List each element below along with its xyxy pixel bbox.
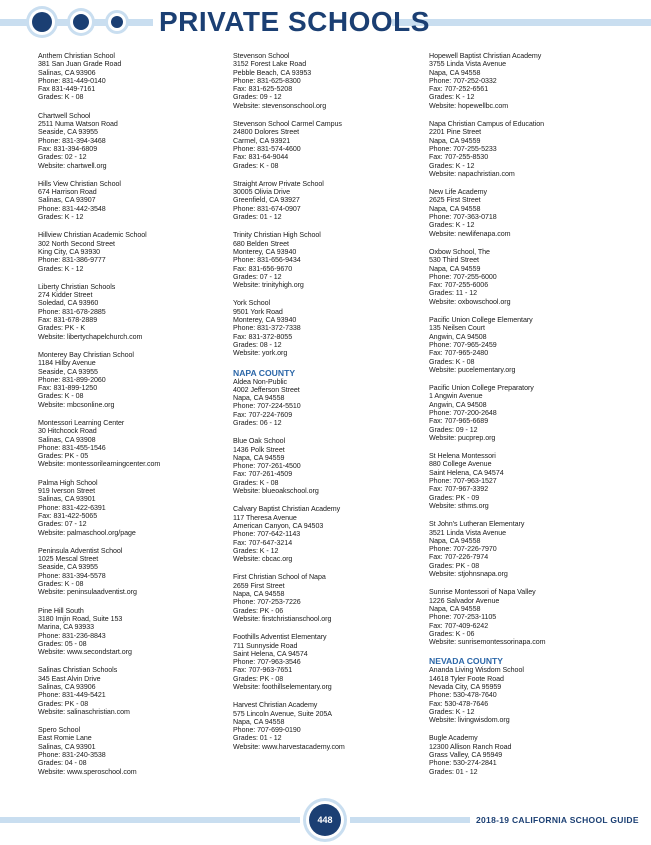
county-heading: NAPA COUNTY (233, 367, 296, 378)
school-detail-line: Website: oxbowschool.org (429, 297, 511, 306)
school-detail-line: Website: foothillselementary.org (233, 683, 332, 691)
footer-rule-mid (350, 817, 470, 823)
school-name: Bugle Academy (429, 734, 478, 743)
school-detail-line: Phone: 831-656-9434 (233, 256, 301, 265)
school-detail-line: Website: pucprep.org (429, 433, 496, 442)
listing-column-2 (233, 52, 423, 761)
school-detail-line: Phone: 707-253-7226 (233, 598, 301, 607)
school-name: Palma High School (38, 478, 98, 487)
school-detail-line: Phone: 831-394-5578 (38, 571, 106, 580)
school-detail-line: Grades: K - 08 (38, 392, 84, 401)
school-detail-line: Phone: 707-226-7970 (429, 545, 497, 554)
school-detail-line: Phone: 707-200-2648 (429, 408, 497, 417)
school-name: Pine Hill South (38, 606, 84, 615)
school-detail-line: Phone: 831-240-3538 (38, 751, 106, 760)
school-detail-line: Fax: 707-963-7651 (233, 666, 293, 675)
school-detail-line: Nevada City, CA 95959 (429, 683, 502, 691)
school-detail-line: Fax: 707-255-8530 (429, 153, 489, 162)
school-detail-line: Grades: K - 12 (233, 546, 279, 555)
school-detail-line: Website: sunrisemontessorinapa.com (429, 638, 546, 647)
school-detail-line: 919 Iverson Street (38, 487, 96, 496)
school-detail-line: 117 Theresa Avenue (233, 513, 297, 522)
header-rule-left-mid (52, 19, 72, 26)
school-detail-line: Fax: 707-967-3392 (429, 485, 489, 494)
school-entry (38, 180, 228, 221)
school-detail-line: Fax: 831-372-8055 (233, 332, 293, 341)
school-entry (429, 188, 619, 238)
school-detail-line: Website: libertychapelchurch.com (38, 332, 143, 341)
school-detail-line: King City, CA 93930 (38, 247, 101, 256)
school-detail-line: Website: newlifenapa.com (429, 229, 511, 238)
school-detail-line: Website: pucelementary.org (429, 365, 516, 374)
school-detail-line: Phone: 831-449-0140 (38, 76, 106, 85)
school-detail-line: Phone: 530-274-2841 (429, 759, 497, 768)
school-entry (38, 231, 228, 272)
school-detail-line: Grades: K - 08 (38, 93, 84, 102)
school-name: Montessori Learning Center (38, 418, 125, 427)
school-detail-line: Fax: 707-965-6689 (429, 417, 489, 426)
school-detail-line: Phone: 707-642-1143 (233, 530, 301, 539)
school-detail-line: 530 Third Street (429, 256, 479, 265)
school-detail-line: Phone: 707-699-0190 (233, 726, 301, 735)
school-detail-line: 14618 Tyler Foote Road (429, 674, 504, 683)
school-name: Stevenson School Carmel Campus (233, 120, 342, 129)
school-entry (233, 52, 423, 110)
school-detail-line: Phone: 831-574-4600 (233, 144, 301, 153)
school-detail-line: Grades: K - 12 (429, 221, 475, 230)
school-name: Napa Christian Campus of Education (429, 120, 545, 129)
school-detail-line: Phone: 831-674-0907 (233, 204, 301, 213)
school-name: Calvary Baptist Christian Academy (233, 505, 341, 514)
school-detail-line: Phone: 831-899-2060 (38, 375, 106, 384)
school-name: Anthem Christian School (38, 52, 115, 60)
school-detail-line: Website: www.harvestacademy.com (233, 742, 345, 751)
school-detail-line: Website: peninsulaadventist.org (38, 588, 137, 597)
school-detail-line: Phone: 707-252-0332 (429, 76, 497, 85)
school-detail-line: Phone: 707-963-1527 (429, 477, 497, 486)
guide-title: 2018-19 CALIFORNIA SCHOOL GUIDE (476, 815, 639, 825)
school-name: Pacific Union College Preparatory (429, 384, 534, 393)
page-header (0, 0, 651, 50)
school-detail-line: Grades: K - 12 (429, 93, 475, 102)
school-entry (233, 299, 423, 357)
school-detail-line: Website: montessorilearningcenter.com (38, 460, 161, 469)
school-entry (429, 656, 619, 724)
school-detail-line: 3755 Linda Vista Avenue (429, 60, 507, 69)
school-entry (233, 573, 423, 623)
school-entry (429, 520, 619, 578)
school-detail-line: Grades: PK - 08 (429, 561, 480, 570)
school-detail-line: Phone: 707-224-5510 (233, 402, 301, 411)
header-rule-right (392, 19, 651, 26)
school-name: Trinity Christian High School (233, 231, 321, 240)
school-detail-line: Website: www.secondstart.org (38, 648, 132, 657)
school-name: Stevenson School (233, 52, 290, 60)
school-entry (233, 368, 423, 428)
school-detail-line: 3152 Forest Lake Road (233, 60, 307, 69)
school-entry (38, 52, 228, 102)
school-entry (233, 120, 423, 170)
school-entry (429, 734, 619, 775)
school-entry (38, 283, 228, 341)
school-detail-line: Grades: PK - 06 (233, 606, 284, 615)
school-detail-line: Website: stjohnsnapa.org (429, 570, 508, 579)
school-detail-line: Fax: 530-478-7646 (429, 699, 489, 708)
school-detail-line: Grades: 08 - 12 (233, 340, 282, 349)
school-detail-line: 1436 Polk Street (233, 445, 285, 454)
school-entry (233, 633, 423, 691)
school-name: Hills View Christian School (38, 179, 121, 188)
listing-column-3 (429, 52, 619, 786)
school-entry (429, 120, 619, 178)
school-name: Aldea Non-Public (233, 377, 288, 386)
school-detail-line: Website: www.speroschool.com (38, 767, 137, 776)
school-detail-line: Salinas, CA 93907 (38, 196, 96, 205)
school-detail-line: Grades: K - 08 (38, 580, 84, 589)
school-detail-line: 880 College Avenue (429, 460, 492, 469)
school-detail-line: Phone: 707-363-0718 (429, 213, 497, 222)
school-entry (38, 419, 228, 469)
school-detail-line: Grades: PK - 09 (429, 493, 480, 502)
school-detail-line: Fax: 831-394-6809 (38, 144, 98, 153)
school-detail-line: 9501 York Road (233, 307, 283, 316)
school-name: Monterey Bay Christian School (38, 350, 134, 359)
school-detail-line: Greenfield, CA 93927 (233, 196, 300, 205)
school-detail-line: Napa, CA 94558 (429, 68, 481, 77)
school-detail-line: Grades: PK - 05 (38, 452, 89, 461)
school-detail-line: 3180 Imjin Road, Suite 153 (38, 614, 123, 623)
school-name: St Helena Montessori (429, 452, 496, 461)
school-entry (233, 701, 423, 751)
school-detail-line: Grades: 01 - 12 (429, 767, 478, 776)
school-detail-line: Phone: 530-478-7640 (429, 691, 497, 700)
header-dot-medium (73, 14, 89, 30)
school-detail-line: 12300 Allison Ranch Road (429, 742, 512, 751)
school-detail-line: Monterey, CA 93940 (233, 247, 297, 256)
school-detail-line: Carmel, CA 93921 (233, 136, 291, 145)
school-detail-line: Salinas, CA 93901 (38, 742, 96, 751)
school-detail-line: Napa, CA 94559 (429, 136, 481, 145)
school-detail-line: Napa, CA 94558 (429, 536, 481, 545)
school-detail-line: Website: livingwisdom.org (429, 716, 510, 725)
school-entry (233, 437, 423, 495)
school-detail-line: Website: chartwell.org (38, 161, 107, 170)
school-name: Salinas Christian Schools (38, 666, 118, 675)
school-detail-line: Fax: 707-261-4509 (233, 470, 293, 479)
school-detail-line: 575 Lincoln Avenue, Suite 205A (233, 709, 332, 718)
school-detail-line: Grades: 09 - 12 (233, 93, 282, 102)
school-detail-line: 135 Neilsen Court (429, 324, 485, 333)
school-detail-line: Phone: 831-394-3468 (38, 136, 106, 145)
school-detail-line: Fax: 707-255-6006 (429, 281, 489, 290)
school-detail-line: Soledad, CA 93960 (38, 299, 99, 308)
school-detail-line: Fax: 707-224-7609 (233, 410, 293, 419)
school-entry (38, 607, 228, 657)
school-name: First Christian School of Napa (233, 573, 326, 582)
school-detail-line: Fax: 707-965-2480 (429, 349, 489, 358)
school-detail-line: Fax: 707-409-6242 (429, 621, 489, 630)
school-detail-line: East Romie Lane (38, 734, 92, 743)
school-detail-line: Phone: 707-253-1105 (429, 613, 497, 622)
school-detail-line: Phone: 831-236-8843 (38, 631, 106, 640)
school-detail-line: Website: palmaschool.org/page (38, 528, 136, 537)
school-detail-line: Website: blueoakschool.org (233, 487, 319, 496)
school-detail-line: Napa, CA 94559 (233, 453, 285, 462)
school-detail-line: Seaside, CA 93955 (38, 367, 98, 376)
page-number-badge: 448 (309, 804, 341, 836)
school-detail-line: Fax: 707-226-7974 (429, 553, 489, 562)
school-detail-line: Napa, CA 94558 (233, 394, 285, 403)
page-title: PRIVATE SCHOOLS (159, 6, 430, 37)
school-name: Hopewell Baptist Christian Academy (429, 52, 542, 60)
school-detail-line: Napa, CA 94558 (233, 717, 285, 726)
school-detail-line: 274 Kidder Street (38, 291, 93, 300)
school-detail-line: Grades: K - 12 (38, 264, 84, 273)
school-detail-line: 1025 Mescal Street (38, 555, 99, 564)
school-detail-line: Seaside, CA 93955 (38, 128, 98, 137)
school-detail-line: Monterey, CA 93940 (233, 316, 297, 325)
school-detail-line: Grades: K - 06 (429, 629, 475, 638)
school-detail-line: Phone: 831-372-7338 (233, 324, 301, 333)
school-detail-line: 24800 Dolores Street (233, 128, 300, 137)
school-detail-line: Napa, CA 94558 (233, 590, 285, 599)
school-detail-line: Phone: 831-449-5421 (38, 691, 106, 700)
county-heading: NEVADA COUNTY (429, 656, 504, 667)
school-detail-line: Phone: 707-963-3546 (233, 658, 301, 667)
school-entry (429, 248, 619, 306)
school-detail-line: Fax: 831-899-1250 (38, 384, 98, 393)
school-detail-line: 1 Angwin Avenue (429, 392, 483, 401)
school-name: Harvest Christian Academy (233, 701, 318, 710)
school-detail-line: Salinas, CA 93906 (38, 683, 96, 691)
school-detail-line: 1226 Salvador Avenue (429, 596, 500, 605)
school-detail-line: Phone: 707-965-2459 (429, 340, 497, 349)
school-detail-line: 345 East Alvin Drive (38, 674, 101, 683)
school-detail-line: Saint Helena, CA 94574 (233, 649, 308, 658)
school-detail-line: Seaside, CA 93955 (38, 563, 98, 572)
school-detail-line: Grades: 01 - 12 (233, 734, 282, 743)
school-detail-line: Phone: 707-255-5233 (429, 144, 497, 153)
school-detail-line: Phone: 831-422-6391 (38, 503, 106, 512)
school-detail-line: Grades: K - 12 (429, 707, 475, 716)
school-entry (429, 52, 619, 110)
school-detail-line: Salinas, CA 93908 (38, 435, 96, 444)
school-detail-line: 680 Belden Street (233, 239, 289, 248)
school-detail-line: Fax: 707-252-6561 (429, 85, 489, 94)
school-detail-line: Grades: 02 - 12 (38, 153, 87, 162)
school-name: Ananda Living Wisdom School (429, 666, 524, 675)
school-detail-line: American Canyon, CA 94503 (233, 521, 324, 530)
school-name: St John's Lutheran Elementary (429, 520, 525, 529)
school-detail-line: 2511 Numa Watson Road (38, 120, 118, 129)
school-entry (38, 351, 228, 409)
footer-rule-left (0, 817, 300, 823)
school-detail-line: Phone: 831-678-2885 (38, 307, 106, 316)
school-name: New Life Academy (429, 188, 487, 197)
school-detail-line: Website: stevensonschool.org (233, 101, 327, 110)
school-detail-line: Fax: 831-678-2889 (38, 316, 98, 325)
school-detail-line: Website: cbcac.org (233, 555, 293, 564)
school-detail-line: 381 San Juan Grade Road (38, 60, 122, 69)
school-detail-line: Grades: PK - K (38, 324, 86, 333)
school-detail-line: Grades: 06 - 12 (233, 418, 282, 427)
school-name: Foothills Adventist Elementary (233, 633, 327, 642)
school-detail-line: Salinas, CA 93906 (38, 68, 96, 77)
school-name: Peninsula Adventist School (38, 546, 123, 555)
school-detail-line: Fax: 831-422-5065 (38, 511, 98, 520)
school-detail-line: 4002 Jefferson Street (233, 385, 300, 394)
school-name: York School (233, 299, 271, 308)
school-detail-line: 3521 Linda Vista Avenue (429, 528, 507, 537)
school-detail-line: Angwin, CA 94508 (429, 400, 487, 409)
school-detail-line: Grades: PK - 08 (233, 674, 284, 683)
school-detail-line: Website: salinaschristian.com (38, 707, 130, 716)
school-entry (38, 547, 228, 597)
header-rule-left-end (127, 19, 153, 26)
school-detail-line: Marina, CA 93933 (38, 623, 94, 632)
school-detail-line: Fax: 831-64-9044 (233, 153, 289, 162)
school-name: Spero School (38, 726, 80, 735)
school-entry (38, 726, 228, 776)
school-detail-line: Grades: 01 - 12 (233, 213, 282, 222)
school-detail-line: 2201 Pine Street (429, 128, 482, 137)
header-rule-left-mid2 (92, 19, 106, 26)
school-detail-line: Fax: 707-647-3214 (233, 538, 293, 547)
school-detail-line: 711 Sunnyside Road (233, 641, 298, 650)
school-name: Pacific Union College Elementary (429, 316, 533, 325)
school-detail-line: Website: hopewellbc.com (429, 101, 509, 110)
school-name: Blue Oak School (233, 437, 286, 446)
school-name: Liberty Christian Schools (38, 282, 116, 291)
school-detail-line: Grades: K - 12 (429, 161, 475, 170)
school-detail-line: Fax 831-449-7161 (38, 85, 96, 94)
school-detail-line: Grades: K - 12 (38, 213, 84, 222)
school-entry (38, 112, 228, 170)
school-detail-line: 674 Harrison Road (38, 188, 97, 197)
school-detail-line: Pebble Beach, CA 93953 (233, 68, 312, 77)
school-entry (38, 479, 228, 537)
school-detail-line: Grades: K - 08 (233, 161, 279, 170)
school-detail-line: Phone: 707-255-6000 (429, 272, 497, 281)
school-detail-line: Grades: 05 - 08 (38, 639, 87, 648)
school-name: Sunrise Montessori of Napa Valley (429, 588, 536, 597)
school-entry (429, 452, 619, 510)
school-detail-line: Napa, CA 94559 (429, 264, 481, 273)
school-detail-line: 2625 First Street (429, 196, 481, 205)
school-detail-line: Salinas, CA 93901 (38, 495, 96, 504)
school-entry (429, 588, 619, 646)
school-detail-line: Website: firstchristianschool.org (233, 614, 332, 623)
school-detail-line: 30 Hitchcock Road (38, 427, 97, 436)
school-detail-line: 1184 Hilby Avenue (38, 359, 96, 368)
school-detail-line: Angwin, CA 94508 (429, 332, 487, 341)
school-detail-line: Grades: K - 08 (429, 357, 475, 366)
school-detail-line: Grades: 07 - 12 (38, 520, 87, 529)
header-dot-large (32, 12, 52, 32)
school-entry (233, 180, 423, 221)
listing-column-1 (38, 52, 228, 786)
school-detail-line: Phone: 831-386-9777 (38, 256, 106, 265)
school-detail-line: Grades: K - 08 (233, 478, 279, 487)
school-detail-line: 2659 First Street (233, 581, 285, 590)
school-detail-line: 302 North Second Street (38, 239, 115, 248)
school-detail-line: Napa, CA 94558 (429, 204, 481, 213)
school-detail-line: Phone: 831-442-3548 (38, 204, 106, 213)
school-detail-line: Grass Valley, CA 95949 (429, 751, 503, 760)
school-detail-line: Website: york.org (233, 349, 288, 358)
school-detail-line: Website: mbcsonline.org (38, 400, 115, 409)
school-detail-line: Grades: 09 - 12 (429, 425, 478, 434)
school-entry (38, 666, 228, 716)
school-detail-line: Phone: 707-261-4500 (233, 462, 301, 471)
school-name: Oxbow School, The (429, 247, 490, 256)
school-detail-line: Grades: 04 - 08 (38, 759, 87, 768)
school-name: Straight Arrow Private School (233, 179, 324, 188)
school-detail-line: Napa, CA 94558 (429, 604, 481, 613)
school-detail-line: Phone: 831-625-8300 (233, 76, 301, 85)
school-detail-line: 30005 Olivia Drive (233, 188, 291, 197)
school-detail-line: Website: napachristian.com (429, 169, 515, 178)
header-rule-left (0, 19, 32, 26)
school-entry (429, 384, 619, 442)
school-detail-line: Grades: 07 - 12 (233, 272, 282, 281)
school-detail-line: Saint Helena, CA 94574 (429, 468, 504, 477)
school-entry (233, 505, 423, 563)
school-detail-line: Website: trinityhigh.org (233, 281, 304, 290)
school-detail-line: Fax: 831-625-5208 (233, 85, 293, 94)
school-detail-line: Phone: 831-455-1546 (38, 443, 106, 452)
school-name: Hillview Christian Academic School (38, 231, 147, 240)
school-detail-line: Grades: 11 - 12 (429, 289, 478, 298)
school-entry (429, 316, 619, 374)
school-detail-line: Grades: PK - 08 (38, 699, 89, 708)
header-dot-small (111, 16, 123, 28)
school-detail-line: Website: sthms.org (429, 501, 489, 510)
school-name: Chartwell School (38, 111, 91, 120)
school-entry (233, 231, 423, 289)
school-detail-line: Fax: 831-656-9670 (233, 264, 293, 273)
